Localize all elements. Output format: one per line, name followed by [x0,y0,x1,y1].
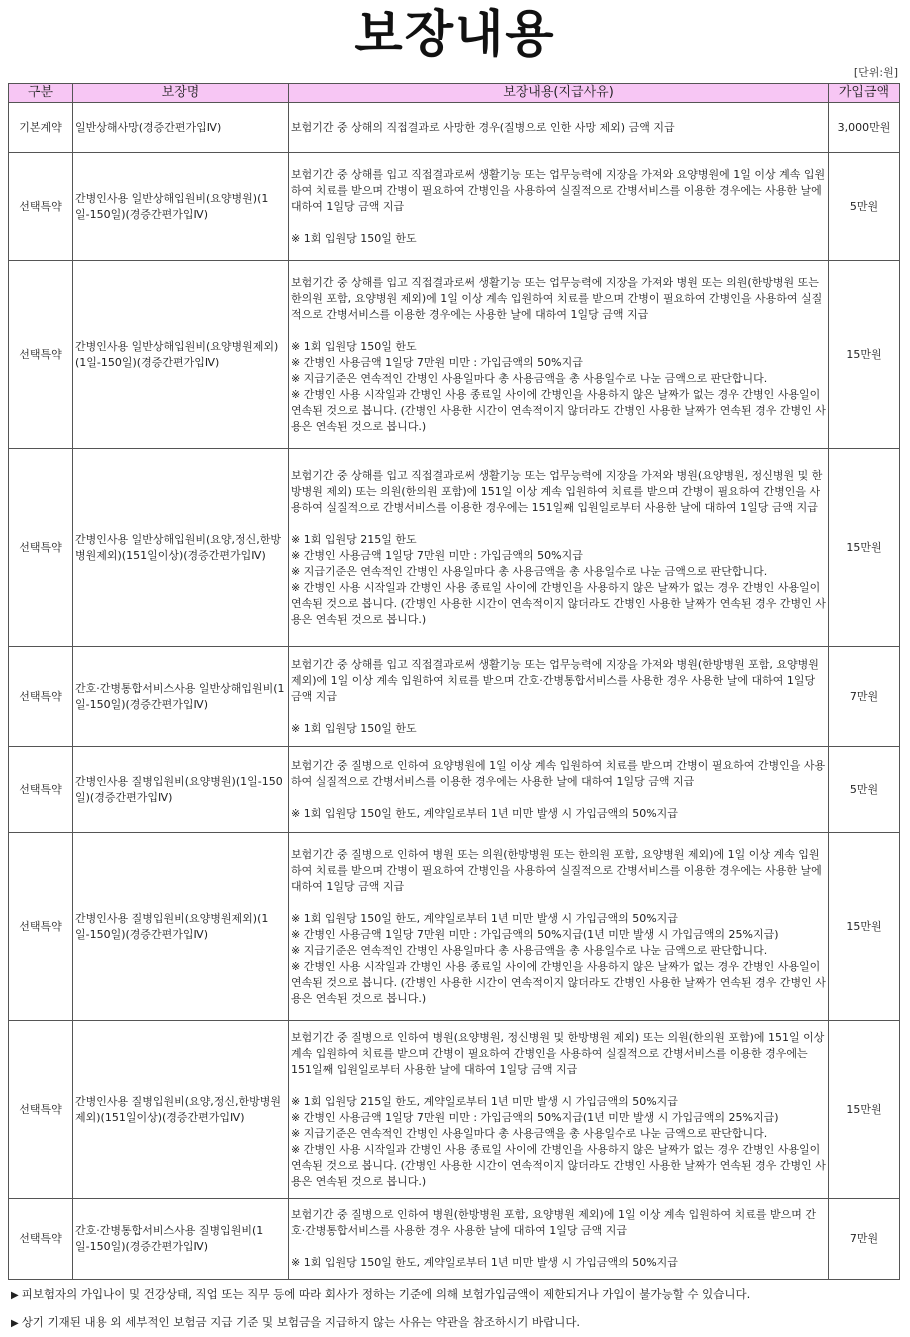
row-amount: 15만원 [829,1021,900,1199]
detail-text: 보험기간 중 상해의 직접결과로 사망한 경우(질병으로 인한 사망 제외) 금액 지급 [291,120,675,134]
detail-note: ※ 1회 입원당 215일 한도, 계약일로부터 1년 미만 발생 시 가입금액의 50%지급 [291,1094,678,1108]
row-coverage-name: 간병인사용 일반상해입원비(요양병원)(1일-150일)(경증간편가입Ⅳ) [73,153,289,261]
row-coverage-detail [289,449,829,647]
row-coverage-detail [289,1199,829,1280]
table-row [9,261,900,449]
row-category: 선택특약 [9,153,73,261]
footnote-item [11,1309,750,1337]
detail-text: 보험기간 중 질병으로 인하여 병원 또는 의원(한방병원 또는 한의원 포함, 요양병원 제외)에 1일 이상 계속 입원하여 치료를 받으며 간병이 필요하여 간병인을 사용하여 실질적으로 간병서비스를 이용한 경우에는 사용한 날에 대하여 1일당 금액 지급 [291,847,822,893]
row-amount: 7만원 [829,647,900,747]
detail-text: 보험기간 중 질병으로 인하여 병원(요양병원, 정신병원 및 한방병원 제외) 또는 의원(한의원 포함)에 151일 이상 계속 입원하여 치료를 받으며 간병이 필요하여 간병인을 사용하여 실질적으로 간병서비스를 이용한 경우에는 151일째 입원일로부터 사용한 날에 대하여 1일당 금액 지급 [291,1030,825,1076]
footnotes [11,1281,750,1337]
table-row [9,103,900,153]
detail-note: ※ 간병인 사용 시작일과 간병인 사용 종료일 사이에 간병인을 사용하지 않은 날짜가 없는 경우 간병인 사용일이 연속된 것으로 봅니다. (간병인 사용한 시간이 연속적이지 않더라도 간병인 사용한 날짜가 연속된 경우 간병인 사용은 연속된 것으로 봅니다.) [291,959,826,1005]
row-amount: 15만원 [829,449,900,647]
row-coverage-name: 일반상해사망(경증간편가입Ⅳ) [73,103,289,153]
row-coverage-name: 간병인사용 일반상해입원비(요양병원제외)(1일-150일)(경증간편가입Ⅳ) [73,261,289,449]
header-coverage-name: 보장명 [73,84,289,103]
row-coverage-name: 간병인사용 질병입원비(요양병원제외)(1일-150일)(경증간편가입Ⅳ) [73,833,289,1021]
row-coverage-detail [289,647,829,747]
row-coverage-name: 간병인사용 질병입원비(요양,정신,한방병원제외)(151일이상)(경증간편가입Ⅳ) [73,1021,289,1199]
row-amount: 15만원 [829,261,900,449]
detail-note: ※ 1회 입원당 150일 한도, 계약일로부터 1년 미만 발생 시 가입금액의 50%지급 [291,1256,678,1269]
row-category: 선택특약 [9,449,73,647]
footnote-text: 상기 기재된 내용 외 세부적인 보험금 지급 기준 및 보험금을 지급하지 않는 사유는 약관을 참조하시기 바랍니다. [21,1315,581,1329]
row-category: 선택특약 [9,261,73,449]
row-category: 선택특약 [9,747,73,833]
row-coverage-name: 간호·간병통합서비스사용 질병입원비(1일-150일)(경증간편가입Ⅳ) [73,1199,289,1280]
triangle-bullet-icon: ▶ [11,1318,19,1329]
row-coverage-name: 간병인사용 질병입원비(요양병원)(1일-150일)(경증간편가입Ⅳ) [73,747,289,833]
detail-note: ※ 1회 입원당 215일 한도 [291,532,417,546]
table-row [9,833,900,1021]
detail-note: ※ 간병인 사용금액 1일당 7만원 미만 : 가입금액의 50%지급(1년 미만 발생 시 가입금액의 25%지급) [291,1110,779,1124]
detail-note: ※ 간병인 사용 시작일과 간병인 사용 종료일 사이에 간병인을 사용하지 않은 날짜가 없는 경우 간병인 사용일이 연속된 것으로 봅니다. (간병인 사용한 시간이 연속적이지 않더라도 간병인 사용한 날짜가 연속된 경우 간병인 사용은 연속된 것으로 봅니다.) [291,1142,826,1188]
row-coverage-name: 간호·간병통합서비스사용 일반상해입원비(1일-150일)(경증간편가입Ⅳ) [73,647,289,747]
detail-text: 보험기간 중 상해를 입고 직접결과로써 생활기능 또는 업무능력에 지장을 가져와 병원(요양병원, 정신병원 및 한방병원 제외) 또는 의원(한의원 포함)에 151일 이상 계속 입원하여 치료를 받으며 간병이 필요하여 간병인을 사용하여 실질적으로 간병서비스를 이용한 경우에는 151일째 입원일로부터 사용한 날에 대하여 1일당 금액 지급 [291,468,823,514]
row-category: 기본계약 [9,103,73,153]
coverage-table [8,83,900,1280]
table-row [9,1199,900,1280]
row-amount: 3,000만원 [829,103,900,153]
row-coverage-detail [289,153,829,261]
detail-note: ※ 지급기준은 연속적인 간병인 사용일마다 총 사용금액을 총 사용일수로 나눈 금액으로 판단합니다. [291,1126,768,1140]
row-coverage-detail [289,747,829,833]
table-row [9,153,900,261]
header-amount: 가입금액 [829,84,900,103]
detail-text: 보험기간 중 상해를 입고 직접결과로써 생활기능 또는 업무능력에 지장을 가져와 병원 또는 의원(한방병원 또는 한의원 포함, 요양병원 제외)에 1일 이상 계속 입원하여 치료를 받으며 간병이 필요하여 간병인을 사용하여 실질적으로 간병서비스를 이용한 경우에는 사용한 날에 대하여 1일당 금액 지급 [291,275,823,321]
row-coverage-name: 간병인사용 일반상해입원비(요양,정신,한방병원제외)(151일이상)(경증간편가입Ⅳ) [73,449,289,647]
triangle-bullet-icon: ▶ [11,1290,19,1301]
detail-note: ※ 지급기준은 연속적인 간병인 사용일마다 총 사용금액을 총 사용일수로 나눈 금액으로 판단합니다. [291,371,768,385]
row-category: 선택특약 [9,1199,73,1280]
row-coverage-detail [289,833,829,1021]
detail-note: ※ 간병인 사용금액 1일당 7만원 미만 : 가입금액의 50%지급 [291,355,583,369]
row-amount: 15만원 [829,833,900,1021]
table-header-row [9,84,900,103]
header-coverage-detail: 보장내용(지급사유) [289,84,829,103]
detail-text: 보험기간 중 상해를 입고 직접결과로써 생활기능 또는 업무능력에 지장을 가져와 병원(한방병원 포함, 요양병원 제외)에 1일 이상 계속 입원하여 치료를 받으며 간호·간병통합서비스를 사용한 경우 사용한 날에 대하여 1일당 금액 지급 [291,657,819,703]
detail-note: ※ 1회 입원당 150일 한도, 계약일로부터 1년 미만 발생 시 가입금액의 50%지급 [291,911,678,925]
row-category: 선택특약 [9,647,73,747]
footnote-item [11,1281,750,1309]
table-row [9,449,900,647]
header-category: 구분 [9,84,73,103]
detail-note: ※ 1회 입원당 150일 한도 [291,721,417,735]
detail-note: ※ 1회 입원당 150일 한도, 계약일로부터 1년 미만 발생 시 가입금액의 50%지급 [291,806,678,820]
detail-note: ※ 간병인 사용 시작일과 간병인 사용 종료일 사이에 간병인을 사용하지 않은 날짜가 없는 경우 간병인 사용일이 연속된 것으로 봅니다. (간병인 사용한 시간이 연속적이지 않더라도 간병인 사용한 날짜가 연속된 경우 간병인 사용은 연속된 것으로 봅니다.) [291,580,826,626]
detail-note: ※ 지급기준은 연속적인 간병인 사용일마다 총 사용금액을 총 사용일수로 나눈 금액으로 판단합니다. [291,564,768,578]
detail-text: 보험기간 중 질병으로 인하여 요양병원에 1일 이상 계속 입원하여 치료를 받으며 간병이 필요하여 간병인을 사용하여 실질적으로 간병서비스를 이용한 경우에는 사용한 날에 대하여 1일당 금액 지급 [291,758,826,788]
detail-note: ※ 1회 입원당 150일 한도 [291,339,417,353]
detail-text: 보험기간 중 상해를 입고 직접결과로써 생활기능 또는 업무능력에 지장을 가져와 요양병원에 1일 이상 계속 입원하여 치료를 받으며 간병이 필요하여 간병인을 사용하여 실질적으로 간병서비스를 이용한 경우에는 사용한 날에 대하여 1일당 금액 지급 [291,167,826,213]
row-amount: 7만원 [829,1199,900,1280]
row-category: 선택특약 [9,833,73,1021]
detail-note: ※ 지급기준은 연속적인 간병인 사용일마다 총 사용금액을 총 사용일수로 나눈 금액으로 판단합니다. [291,943,768,957]
row-amount: 5만원 [829,747,900,833]
table-row [9,747,900,833]
detail-note: ※ 간병인 사용 시작일과 간병인 사용 종료일 사이에 간병인을 사용하지 않은 날짜가 없는 경우 간병인 사용일이 연속된 것으로 봅니다. (간병인 사용한 시간이 연속적이지 않더라도 간병인 사용한 날짜가 연속된 경우 간병인 사용은 연속된 것으로 봅니다.) [291,387,826,433]
row-amount: 5만원 [829,153,900,261]
row-category: 선택특약 [9,1021,73,1199]
unit-label: [단위:원] [853,66,898,79]
page-title: 보장내용 [354,5,556,63]
detail-note: ※ 간병인 사용금액 1일당 7만원 미만 : 가입금액의 50%지급 [291,548,583,562]
row-coverage-detail [289,103,829,153]
row-coverage-detail [289,1021,829,1199]
detail-note: ※ 1회 입원당 150일 한도 [291,231,417,245]
table-row [9,647,900,747]
footnote-text: 피보험자의 가입나이 및 건강상태, 직업 또는 직무 등에 따라 회사가 정하는 기준에 의해 보험가입금액이 제한되거나 가입이 불가능할 수 있습니다. [21,1287,751,1301]
detail-text: 보험기간 중 질병으로 인하여 병원(한방병원 포함, 요양병원 제외)에 1일 이상 계속 입원하여 치료를 받으며 간호·간병통합서비스를 사용한 경우 사용한 날에 대하여 1일당 금액 지급 [291,1208,816,1237]
table-row [9,1021,900,1199]
detail-note: ※ 간병인 사용금액 1일당 7만원 미만 : 가입금액의 50%지급(1년 미만 발생 시 가입금액의 25%지급) [291,927,779,941]
row-coverage-detail [289,261,829,449]
